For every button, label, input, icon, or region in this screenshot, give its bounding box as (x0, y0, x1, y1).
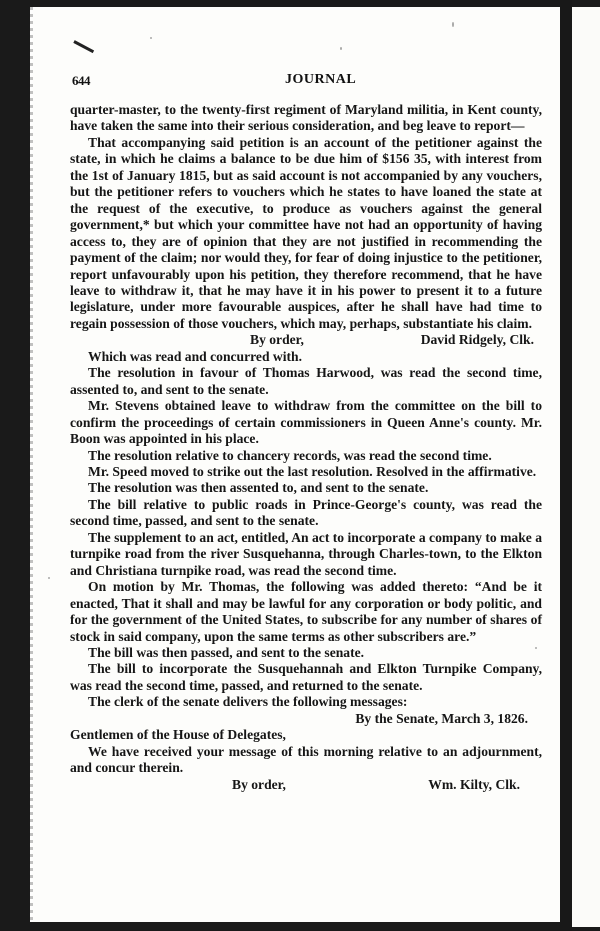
paragraph: The bill to incorporate the Susquehannah and Elkton Turnpike Company, was read the second time, passed, and returned to the senate. (70, 661, 542, 693)
signature-line (70, 332, 542, 348)
paragraph: The bill was then passed, and sent to the senate. (88, 644, 365, 660)
paragraph: On motion by Mr. Thomas, the following was added thereto: “And be it enacted, That it shall and may be lawful for any corporation or body politic, and for the government of the United States, to subscribe for any number of shares of stock in said company, upon the same terms as other subscribers are.” (70, 579, 542, 644)
paragraph: Which was read and concurred with. (88, 348, 302, 364)
paragraph: The resolution relative to chancery records, was read the second time. (88, 447, 492, 463)
scan-noise (452, 22, 454, 27)
scanned-page (30, 7, 560, 922)
scan-noise (150, 37, 152, 39)
paragraph: That accompanying said petition is an account of the petitioner against the state, in which he claims a balance to be due him of $156 35, with interest from the 1st of January 1815, but as said account is not accompanied by any vouchers, but the petitioner refers to vouchers which he states to have loaned the state at the request of the executive, to produce as vouchers against the general government,* but which your committee have not had an opportunity of having access to, they are of opinion that they are not justified in recommending the payment of the claim; nor would they, for fear of doing injustice to the petitioner, report unfavourably upon his petition, they therefore recommend, that he have leave to withdraw it, that he may have it in his power to present it to a future legislature, under more favourable auspices, after he shall have had time to regain possession of those vouchers, which may, perhaps, substantiate his claim. (70, 134, 542, 331)
dateline: By the Senate, March 3, 1826. (355, 710, 528, 726)
adjacent-page-edge (572, 7, 600, 927)
paragraph: We have received your message of this morning relative to an adjournment, and concur therein. (70, 743, 542, 776)
scan-noise (48, 577, 50, 579)
page-number: 644 (72, 73, 90, 88)
salutation: Gentlemen of the House of Delegates, (70, 727, 286, 743)
clerk-name: Wm. Kilty, Clk. (428, 776, 520, 792)
binding-gutter (560, 0, 572, 931)
by-order-label: By order, (250, 332, 304, 348)
paragraph: The resolution in favour of Thomas Harwood, was read the second time, assented to, and sent to the senate. (70, 365, 542, 397)
paragraph: quarter-master, to the twenty-first regiment of Maryland militia, in Kent county, have taken the same into their serious consideration, and beg leave to report— (70, 102, 542, 134)
paragraph: The bill relative to public roads in Prince-George's county, was read the second time, passed, and sent to the senate. (70, 496, 542, 529)
paragraph: The clerk of the senate delivers the following messages: (88, 694, 408, 710)
journal-body (70, 102, 542, 793)
page-header (60, 65, 560, 87)
clerk-name: David Ridgely, Clk. (420, 332, 534, 348)
by-order-label: By order, (232, 776, 286, 792)
paragraph: The resolution was then assented to, and sent to the senate. (88, 480, 429, 496)
ink-mark (73, 40, 94, 53)
paragraph: Mr. Stevens obtained leave to withdraw from the committee on the bill to confirm the proceedings of certain commissioners in Queen Anne's county. Mr. Boon was appointed in his place. (70, 398, 542, 447)
running-title: JOURNAL (285, 72, 357, 87)
scan-noise (535, 647, 537, 649)
signature-line (70, 777, 542, 793)
scan-noise (340, 47, 342, 50)
paragraph: The supplement to an act, entitled, An act to incorporate a company to make a turnpike road from the river Susquehanna, through Charles-town, to the Elkton and Christiana turnpike road, was read the second time. (70, 529, 542, 578)
paragraph: Mr. Speed moved to strike out the last resolution. Resolved in the affirmative. (88, 463, 537, 479)
